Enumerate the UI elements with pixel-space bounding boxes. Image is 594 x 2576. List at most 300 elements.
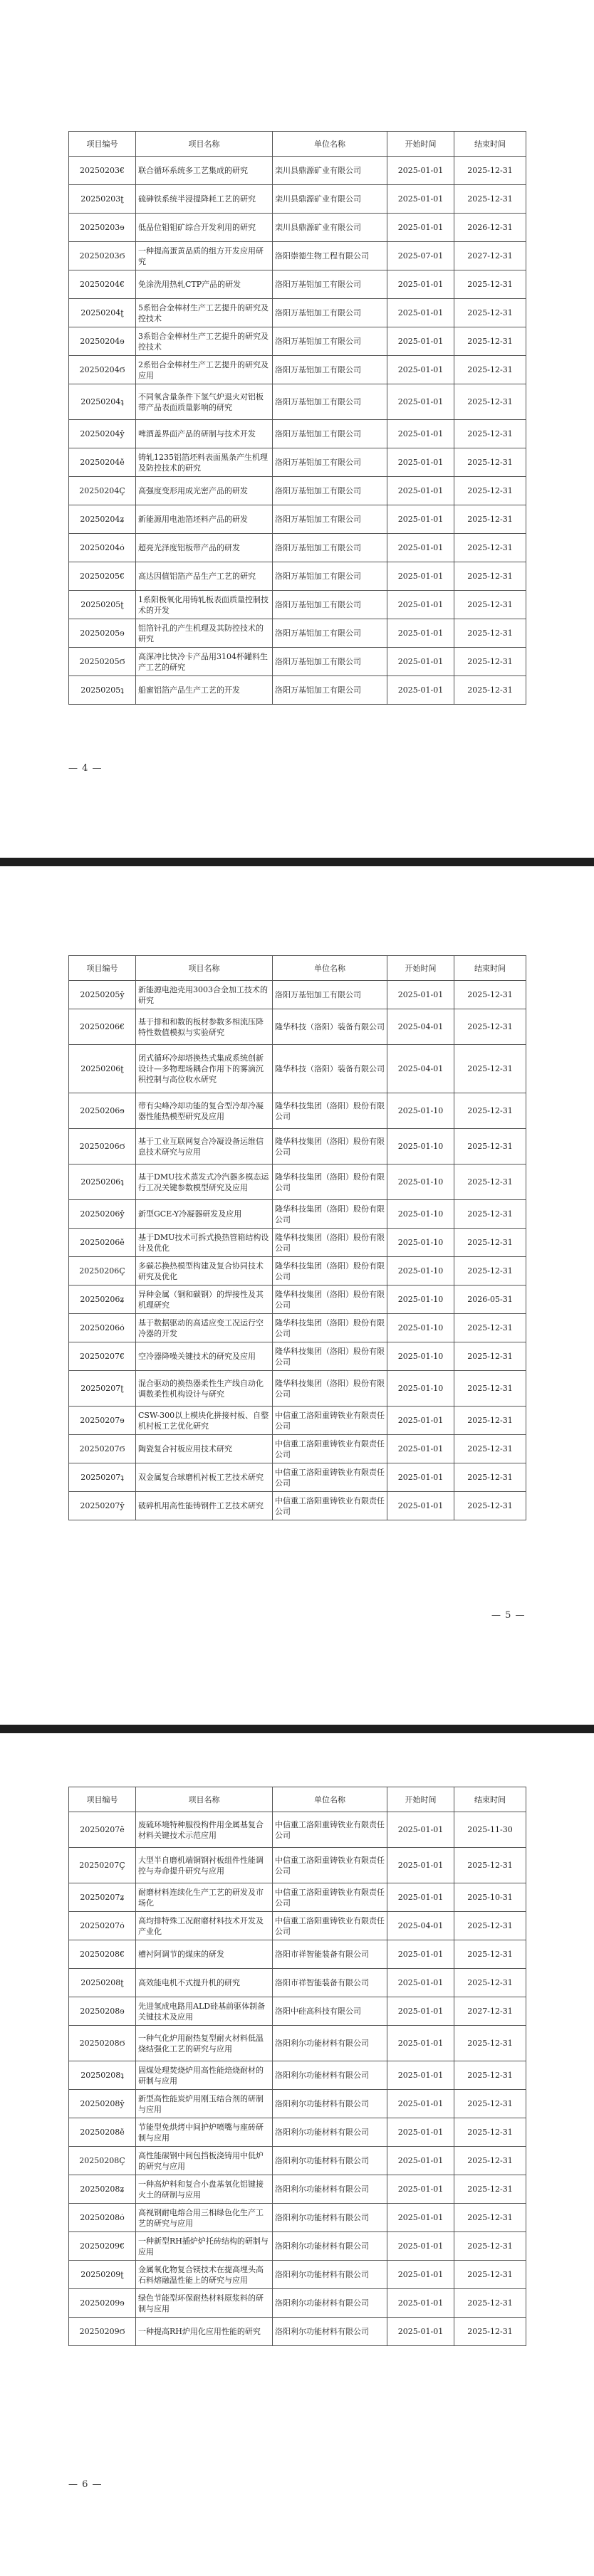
table-row	[69, 1129, 526, 1165]
table-row	[69, 327, 526, 356]
end-date-cell: 2025-12-31	[454, 185, 526, 214]
project-id-cell: 20250206€	[69, 1009, 136, 1045]
company-cell: 洛阳万基铝加工有限公司	[273, 676, 387, 705]
start-date-cell: 2025-01-01	[387, 2090, 454, 2118]
project-id-cell: 20250205ɘ	[69, 619, 136, 648]
project-name-cell: 绿色节能型环保耐热材料原浆料的研制与应用	[136, 2289, 273, 2318]
end-date-cell: 2025-12-31	[454, 2026, 526, 2061]
project-id-cell: 20250204ʑ	[69, 505, 136, 534]
project-name-cell: 不同氧含量条件下氢气炉退火对铝板带产品表面质量影响的研究	[136, 384, 273, 420]
start-date-cell: 2025-01-01	[387, 270, 454, 299]
table-row	[69, 420, 526, 448]
table-row	[69, 1009, 526, 1045]
page-separator	[0, 858, 594, 866]
table-row	[69, 448, 526, 477]
project-name-cell: 基于DMU技术可拆式换热管箱结构设计及优化	[136, 1229, 273, 1257]
start-date-cell: 2025-01-01	[387, 420, 454, 448]
project-id-cell: 20250209Ϭ	[69, 2318, 136, 2346]
project-name-cell: 陶瓷复合衬板应用技术研究	[136, 1435, 273, 1463]
project-id-cell: 20250208ʇ	[69, 2061, 136, 2090]
company-cell: 中信重工洛阳重铸铁业有限责任公司	[273, 1435, 387, 1463]
project-name-cell: 基于数据驱动的高适应变工况运行空冷器的开发	[136, 1314, 273, 1342]
document-page-4	[0, 0, 594, 858]
company-cell: 洛阳万基铝加工有限公司	[273, 420, 387, 448]
project-name-cell: 槽衬阿调节的煤床的研发	[136, 1940, 273, 1969]
company-cell: 洛阳中硅高科技有限公司	[273, 1997, 387, 2026]
project-id-cell: 20250206ɘ	[69, 1093, 136, 1129]
end-date-cell: 2025-12-31	[454, 1940, 526, 1969]
start-date-cell: 2025-01-01	[387, 1435, 454, 1463]
company-cell: 栾川县鼎源矿业有限公司	[273, 214, 387, 242]
page-number: — 5 —	[491, 1610, 526, 1621]
company-cell: 中信重工洛阳重铸铁业有限责任公司	[273, 1812, 387, 1848]
project-name-cell: 先进氢成电路用ALD硅基前驱体制备关键技术及应用	[136, 1997, 273, 2026]
project-name-cell: 大型半自磨机端铜钢衬板组件性能调控与寿命提升研究与应用	[136, 1848, 273, 1883]
start-date-cell: 2025-01-01	[387, 185, 454, 214]
project-name-cell: 新型GCE-Y冷凝器研发及应用	[136, 1200, 273, 1229]
project-id-cell: 20250204ŷ	[69, 420, 136, 448]
company-cell: 隆华科技（洛阳）装备有限公司	[273, 1009, 387, 1045]
table-row	[69, 1912, 526, 1940]
project-id-cell: 20250207Ҫ	[69, 1848, 136, 1883]
table-row	[69, 1045, 526, 1093]
company-cell: 中信重工洛阳重铸铁业有限责任公司	[273, 1912, 387, 1940]
end-date-cell: 2025-12-31	[454, 1165, 526, 1200]
end-date-cell: 2025-12-31	[454, 2147, 526, 2175]
table-row	[69, 1165, 526, 1200]
project-id-cell: 20250209ɘ	[69, 2289, 136, 2318]
start-date-cell: 2025-04-01	[387, 1912, 454, 1940]
company-cell: 隆华科技集团（洛阳）股份有限公司	[273, 1371, 387, 1407]
project-id-cell: 20250206ӗ	[69, 1229, 136, 1257]
end-date-cell: 2025-12-31	[454, 1314, 526, 1342]
company-cell: 洛阳万基铝加工有限公司	[273, 448, 387, 477]
project-id-cell: 20250207ŷ	[69, 1492, 136, 1520]
project-id-cell: 20250207ɘ	[69, 1407, 136, 1435]
project-id-cell: 20250204ӗ	[69, 448, 136, 477]
end-date-cell: 2025-12-31	[454, 2261, 526, 2289]
project-name-cell: 一种提高RH炉用化应用性能的研究	[136, 2318, 273, 2346]
company-cell: 洛阳万基铝加工有限公司	[273, 270, 387, 299]
end-date-cell: 2025-12-31	[454, 505, 526, 534]
project-name-cell: 基于工业互联网复合冷凝设备运维信息技术研究与应用	[136, 1129, 273, 1165]
end-date-cell: 2025-12-31	[454, 327, 526, 356]
project-table	[68, 1787, 526, 2346]
table-row	[69, 356, 526, 384]
start-date-cell: 2025-01-10	[387, 1342, 454, 1371]
end-date-cell: 2025-12-31	[454, 591, 526, 619]
start-date-cell: 2025-01-01	[387, 2232, 454, 2261]
start-date-cell: 2025-01-01	[387, 1997, 454, 2026]
start-date-cell: 2025-01-01	[387, 534, 454, 562]
project-id-cell: 20250207ʇ	[69, 1463, 136, 1492]
company-cell: 中信重工洛阳重铸铁业有限责任公司	[273, 1883, 387, 1912]
table-row	[69, 2289, 526, 2318]
project-id-cell: 20250203ʈ	[69, 185, 136, 214]
project-id-cell: 20250207ӗ	[69, 1812, 136, 1848]
end-date-cell: 2025-12-31	[454, 2061, 526, 2090]
table-row	[69, 299, 526, 327]
table-row	[69, 2026, 526, 2061]
project-name-cell: 一种提高蛋黄品质的组方开发应用研究	[136, 242, 273, 270]
project-id-cell: 20250208ʑ	[69, 2175, 136, 2204]
company-cell: 隆华科技集团（洛阳）股份有限公司	[273, 1314, 387, 1342]
company-cell: 隆华科技（洛阳）装备有限公司	[273, 1045, 387, 1093]
company-cell: 洛阳利尔功能材料有限公司	[273, 2090, 387, 2118]
end-date-cell: 2025-12-31	[454, 1045, 526, 1093]
table-row	[69, 185, 526, 214]
company-cell: 隆华科技集团（洛阳）股份有限公司	[273, 1093, 387, 1129]
project-id-cell: 20250205ʇ	[69, 676, 136, 705]
project-id-cell: 20250209€	[69, 2232, 136, 2261]
table-row	[69, 1463, 526, 1492]
end-date-cell: 2025-12-31	[454, 619, 526, 648]
company-cell: 隆华科技集团（洛阳）股份有限公司	[273, 1165, 387, 1200]
end-date-cell: 2025-12-31	[454, 477, 526, 505]
table-row	[69, 1940, 526, 1969]
table-row	[69, 1257, 526, 1286]
project-id-cell: 20250203ɘ	[69, 214, 136, 242]
table-row	[69, 2261, 526, 2289]
company-cell: 中信重工洛阳重铸铁业有限责任公司	[273, 1407, 387, 1435]
project-id-cell: 20250207ʈ	[69, 1371, 136, 1407]
table-row	[69, 1286, 526, 1314]
project-name-cell: 新能源用电池箔坯料产品的研发	[136, 505, 273, 534]
header-end-date: 结束时间	[454, 1787, 526, 1812]
project-id-cell: 20250209ʈ	[69, 2261, 136, 2289]
start-date-cell: 2025-01-10	[387, 1129, 454, 1165]
table-row	[69, 1997, 526, 2026]
table-row	[69, 1812, 526, 1848]
end-date-cell: 2025-12-31	[454, 2289, 526, 2318]
company-cell: 隆华科技集团（洛阳）股份有限公司	[273, 1342, 387, 1371]
header-project-name: 项目名称	[136, 132, 273, 157]
end-date-cell: 2025-12-31	[454, 1129, 526, 1165]
end-date-cell: 2025-12-31	[454, 1257, 526, 1286]
project-name-cell: 金属氧化物复合镁技术在提高埋头高石料熔融温性能上的研究与应用	[136, 2261, 273, 2289]
project-id-cell: 20250208ʈ	[69, 1969, 136, 1997]
end-date-cell: 2025-12-31	[454, 2090, 526, 2118]
start-date-cell: 2025-01-01	[387, 448, 454, 477]
end-date-cell: 2025-12-31	[454, 2118, 526, 2147]
table-row	[69, 2175, 526, 2204]
project-name-cell: 多碳芯换热模型构建及复合协同技术研究及优化	[136, 1257, 273, 1286]
company-cell: 洛阳利尔功能材料有限公司	[273, 2261, 387, 2289]
start-date-cell: 2025-01-01	[387, 1883, 454, 1912]
company-cell: 洛阳万基铝加工有限公司	[273, 534, 387, 562]
header-project-id: 项目编号	[69, 956, 136, 981]
project-name-cell: 高强度变形用成光密产品的研发	[136, 477, 273, 505]
end-date-cell: 2025-10-31	[454, 1883, 526, 1912]
table-row	[69, 1435, 526, 1463]
project-id-cell: 20250208Ҫ	[69, 2147, 136, 2175]
project-name-cell: 高深冲比快冷卡产品用3104杯罐料生产工艺的研究	[136, 648, 273, 676]
end-date-cell: 2025-12-31	[454, 1848, 526, 1883]
project-name-cell: 基于排和和数的板材参数多相流压降特性数值模拟与实验研究	[136, 1009, 273, 1045]
header-project-name: 项目名称	[136, 956, 273, 981]
table-row	[69, 2118, 526, 2147]
company-cell: 洛阳万基铝加工有限公司	[273, 505, 387, 534]
end-date-cell: 2025-12-31	[454, 448, 526, 477]
table-row	[69, 1371, 526, 1407]
end-date-cell: 2025-12-31	[454, 1229, 526, 1257]
start-date-cell: 2025-01-01	[387, 2026, 454, 2061]
table-row	[69, 1848, 526, 1883]
company-cell: 洛阳万基铝加工有限公司	[273, 619, 387, 648]
project-name-cell: 船蜜铝箔产品生产工艺的开发	[136, 676, 273, 705]
project-name-cell: 节能型免烘烤中间护炉喷嘴与座砖研制与应用	[136, 2118, 273, 2147]
project-id-cell: 20250206ʈ	[69, 1045, 136, 1093]
start-date-cell: 2025-01-01	[387, 2147, 454, 2175]
table-row	[69, 2232, 526, 2261]
project-id-cell: 20250208€	[69, 1940, 136, 1969]
table-row	[69, 157, 526, 185]
table-row	[69, 2147, 526, 2175]
project-name-cell: 高视钢耐电熔合用三相绿色化生产工艺的研究与应用	[136, 2204, 273, 2232]
end-date-cell: 2026-05-31	[454, 1286, 526, 1314]
project-name-cell: 2系铝合金棒材生产工艺提升的研究及应用	[136, 356, 273, 384]
end-date-cell: 2025-12-31	[454, 1463, 526, 1492]
table-row	[69, 1969, 526, 1997]
start-date-cell: 2025-01-10	[387, 1229, 454, 1257]
company-cell: 中信重工洛阳重铸铁业有限责任公司	[273, 1848, 387, 1883]
start-date-cell: 2025-01-10	[387, 1165, 454, 1200]
company-cell: 洛阳万基铝加工有限公司	[273, 356, 387, 384]
start-date-cell: 2025-01-01	[387, 214, 454, 242]
start-date-cell: 2025-01-01	[387, 562, 454, 591]
header-end-date: 结束时间	[454, 956, 526, 981]
project-id-cell: 20250208ӗ	[69, 2118, 136, 2147]
table-row	[69, 384, 526, 420]
table-row	[69, 1314, 526, 1342]
company-cell: 洛阳利尔功能材料有限公司	[273, 2289, 387, 2318]
project-id-cell: 20250208Ϭ	[69, 2026, 136, 2061]
header-project-id: 项目编号	[69, 132, 136, 157]
document-page-5	[0, 866, 594, 1725]
company-cell: 隆华科技集团（洛阳）股份有限公司	[273, 1129, 387, 1165]
company-cell: 洛阳利尔功能材料有限公司	[273, 2318, 387, 2346]
project-id-cell: 20250205Ϭ	[69, 648, 136, 676]
project-name-cell: CSW-300以上模块化拼接村板、自整机村板工艺优化研究	[136, 1407, 273, 1435]
start-date-cell: 2025-01-01	[387, 327, 454, 356]
end-date-cell: 2025-12-31	[454, 2318, 526, 2346]
company-cell: 洛阳利尔功能材料有限公司	[273, 2061, 387, 2090]
company-cell: 栾川县鼎源矿业有限公司	[273, 157, 387, 185]
project-name-cell: 空冷器降噪关键技术的研究及应用	[136, 1342, 273, 1371]
project-id-cell: 20250205ŷ	[69, 981, 136, 1009]
end-date-cell: 2025-11-30	[454, 1812, 526, 1848]
company-cell: 隆华科技集团（洛阳）股份有限公司	[273, 1229, 387, 1257]
header-project-name: 项目名称	[136, 1787, 273, 1812]
project-name-cell: 硫砷铁系统半浸提降耗工艺的研究	[136, 185, 273, 214]
start-date-cell: 2025-01-10	[387, 1093, 454, 1129]
end-date-cell: 2025-12-31	[454, 2232, 526, 2261]
table-row	[69, 1407, 526, 1435]
start-date-cell: 2025-01-01	[387, 477, 454, 505]
end-date-cell: 2025-12-31	[454, 157, 526, 185]
end-date-cell: 2025-12-31	[454, 384, 526, 420]
start-date-cell: 2025-01-01	[387, 157, 454, 185]
end-date-cell: 2025-12-31	[454, 562, 526, 591]
header-company: 单位名称	[273, 1787, 387, 1812]
table-row	[69, 981, 526, 1009]
table-row	[69, 1093, 526, 1129]
table-header-row	[69, 1787, 526, 1812]
project-table	[68, 955, 526, 1520]
table-row	[69, 591, 526, 619]
table-row	[69, 1492, 526, 1520]
start-date-cell: 2025-04-01	[387, 1009, 454, 1045]
table-row	[69, 270, 526, 299]
start-date-cell: 2025-01-01	[387, 1969, 454, 1997]
project-id-cell: 20250207€	[69, 1342, 136, 1371]
company-cell: 洛阳万基铝加工有限公司	[273, 327, 387, 356]
header-start-date: 开始时间	[387, 132, 454, 157]
company-cell: 中信重工洛阳重铸铁业有限责任公司	[273, 1463, 387, 1492]
company-cell: 隆华科技集团（洛阳）股份有限公司	[273, 1257, 387, 1286]
end-date-cell: 2025-12-31	[454, 299, 526, 327]
project-id-cell: 20250204ȯ	[69, 534, 136, 562]
start-date-cell: 2025-01-01	[387, 619, 454, 648]
company-cell: 隆华科技集团（洛阳）股份有限公司	[273, 1200, 387, 1229]
table-row	[69, 1883, 526, 1912]
project-name-cell: 铝箔针孔的产生机理及其防控技术的研究	[136, 619, 273, 648]
start-date-cell: 2025-01-10	[387, 1286, 454, 1314]
start-date-cell: 2025-01-01	[387, 1463, 454, 1492]
end-date-cell: 2027-12-31	[454, 242, 526, 270]
start-date-cell: 2025-07-01	[387, 242, 454, 270]
end-date-cell: 2025-12-31	[454, 356, 526, 384]
table-row	[69, 505, 526, 534]
start-date-cell: 2025-01-01	[387, 1940, 454, 1969]
start-date-cell: 2025-04-01	[387, 1045, 454, 1093]
end-date-cell: 2025-12-31	[454, 1093, 526, 1129]
project-table	[68, 131, 526, 705]
table-row	[69, 1200, 526, 1229]
company-cell: 隆华科技集团（洛阳）股份有限公司	[273, 1286, 387, 1314]
page-number: — 6 —	[68, 2479, 103, 2490]
company-cell: 中信重工洛阳重铸铁业有限责任公司	[273, 1492, 387, 1520]
company-cell: 栾川县鼎源矿业有限公司	[273, 185, 387, 214]
project-id-cell: 20250206ŷ	[69, 1200, 136, 1229]
end-date-cell: 2025-12-31	[454, 270, 526, 299]
project-id-cell: 20250204ɘ	[69, 327, 136, 356]
table-row	[69, 562, 526, 591]
project-name-cell: 新型高性能炭炉用刚玉结合剂的研制与应用	[136, 2090, 273, 2118]
header-company: 单位名称	[273, 956, 387, 981]
start-date-cell: 2025-01-01	[387, 384, 454, 420]
start-date-cell: 2025-01-01	[387, 648, 454, 676]
project-name-cell: 一种气化炉用耐热复型耐火材料低温烧结强化工艺的研究与应用	[136, 2026, 273, 2061]
project-name-cell: 废硫环境特种服役构件用金属基复合材料关键技术示范应用	[136, 1812, 273, 1848]
project-name-cell: 高达因值铝箔产品生产工艺的研究	[136, 562, 273, 591]
start-date-cell: 2025-01-01	[387, 505, 454, 534]
end-date-cell: 2025-12-31	[454, 981, 526, 1009]
project-id-cell: 20250208ɘ	[69, 1997, 136, 2026]
project-name-cell: 一种新型RH插炉炉托砖结构的研制与应用	[136, 2232, 273, 2261]
project-name-cell: 高性能碳钢中间包挡板浇铸用中低炉的研究与应用	[136, 2147, 273, 2175]
project-name-cell: 基于DMU技术蒸发式冷汽器多模态运行工况关键参数模型研究及应用	[136, 1165, 273, 1200]
project-id-cell: 20250204ʈ	[69, 299, 136, 327]
project-id-cell: 20250206Ҫ	[69, 1257, 136, 1286]
project-name-cell: 高效能电机不式提升机的研究	[136, 1969, 273, 1997]
company-cell: 洛阳万基铝加工有限公司	[273, 299, 387, 327]
project-name-cell: 超亮光泽度铝板带产品的研发	[136, 534, 273, 562]
project-name-cell: 一种高炉料和复合小盘基氧化铝键接火土的研制与应用	[136, 2175, 273, 2204]
end-date-cell: 2025-12-31	[454, 1912, 526, 1940]
start-date-cell: 2025-01-01	[387, 2289, 454, 2318]
table-row	[69, 242, 526, 270]
end-date-cell: 2025-12-31	[454, 676, 526, 705]
page-separator	[0, 1725, 594, 1733]
project-name-cell: 闭式循环冷却塔换热式集成系统创新设计—多物理场耦合作用下的雾滴沉积控制与高位收水研究	[136, 1045, 273, 1093]
start-date-cell: 2025-01-01	[387, 299, 454, 327]
project-id-cell: 20250204Ҫ	[69, 477, 136, 505]
table-row	[69, 2204, 526, 2232]
table-row	[69, 619, 526, 648]
project-name-cell: 耐磨材料连续化生产工艺的研发及市场化	[136, 1883, 273, 1912]
table-row	[69, 2061, 526, 2090]
company-cell: 洛阳市祥智能装备有限公司	[273, 1969, 387, 1997]
start-date-cell: 2025-01-01	[387, 1492, 454, 1520]
table-row	[69, 2318, 526, 2346]
project-id-cell: 20250207ȯ	[69, 1912, 136, 1940]
table-row	[69, 1342, 526, 1371]
table-row	[69, 648, 526, 676]
project-name-cell: 高均排特殊工况耐磨材料技术开发及产业化	[136, 1912, 273, 1940]
table-row	[69, 2090, 526, 2118]
company-cell: 洛阳万基铝加工有限公司	[273, 477, 387, 505]
project-name-cell: 啤酒盖界面产品的研制与技术开发	[136, 420, 273, 448]
project-id-cell: 20250206ʇ	[69, 1165, 136, 1200]
start-date-cell: 2025-01-01	[387, 1407, 454, 1435]
company-cell: 洛阳崇德生物工程有限公司	[273, 242, 387, 270]
project-name-cell: 新能源电池壳用3003合金加工技术的研究	[136, 981, 273, 1009]
header-project-id: 项目编号	[69, 1787, 136, 1812]
table-row	[69, 214, 526, 242]
end-date-cell: 2025-12-31	[454, 648, 526, 676]
start-date-cell: 2025-01-10	[387, 1257, 454, 1286]
header-company: 单位名称	[273, 132, 387, 157]
end-date-cell: 2025-12-31	[454, 1371, 526, 1407]
project-name-cell: 异种金属（铜和碳钢）的焊接性及其机理研究	[136, 1286, 273, 1314]
end-date-cell: 2025-12-31	[454, 2204, 526, 2232]
document-page-6	[0, 1733, 594, 2576]
page-number: — 4 —	[68, 763, 103, 774]
start-date-cell: 2025-01-01	[387, 2061, 454, 2090]
start-date-cell: 2025-01-01	[387, 356, 454, 384]
table-header-row	[69, 132, 526, 157]
company-cell: 洛阳利尔功能材料有限公司	[273, 2232, 387, 2261]
project-id-cell: 20250206Ϭ	[69, 1129, 136, 1165]
project-id-cell: 20250205€	[69, 562, 136, 591]
project-name-cell: 免涂洗用热轧CTP产品的研发	[136, 270, 273, 299]
end-date-cell: 2025-12-31	[454, 420, 526, 448]
project-name-cell: 低品位钼钼矿综合开发利用的研究	[136, 214, 273, 242]
company-cell: 洛阳市祥智能装备有限公司	[273, 1940, 387, 1969]
start-date-cell: 2025-01-01	[387, 591, 454, 619]
project-name-cell: 带有尖峰冷却功能的复合型冷却冷凝器性能热模型研究及应用	[136, 1093, 273, 1129]
project-id-cell: 20250204ʇ	[69, 384, 136, 420]
company-cell: 洛阳万基铝加工有限公司	[273, 591, 387, 619]
company-cell: 洛阳万基铝加工有限公司	[273, 981, 387, 1009]
table-row	[69, 676, 526, 705]
header-start-date: 开始时间	[387, 956, 454, 981]
start-date-cell: 2025-01-10	[387, 1200, 454, 1229]
start-date-cell: 2025-01-10	[387, 1371, 454, 1407]
project-id-cell: 20250203Ϭ	[69, 242, 136, 270]
end-date-cell: 2025-12-31	[454, 1435, 526, 1463]
